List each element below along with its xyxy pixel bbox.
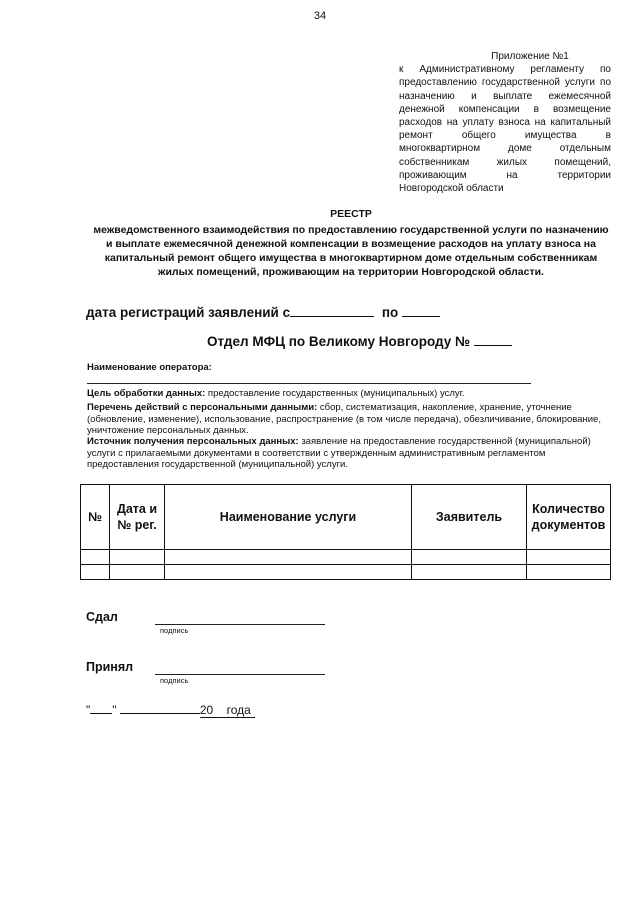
header-service-name: Наименование услуги <box>165 485 412 550</box>
date-footer <box>86 701 255 718</box>
table-cell[interactable] <box>81 550 110 565</box>
handed-over-label: Сдал <box>86 610 118 624</box>
document-title <box>90 207 612 279</box>
registration-date-line <box>86 304 440 320</box>
close-quote: " <box>112 703 117 717</box>
date-line-prefix: дата регистраций заявлений с <box>86 305 291 320</box>
header-applicant: Заявитель <box>412 485 527 550</box>
table-cell[interactable] <box>110 550 165 565</box>
table-row <box>81 550 611 565</box>
department-line <box>207 333 512 349</box>
appendix-title: Приложение №1 <box>491 51 569 62</box>
day-field[interactable] <box>90 701 112 714</box>
table-header-row <box>81 485 611 550</box>
department-text: Отдел МФЦ по Великому Новгороду № <box>207 334 471 349</box>
handed-over-caption: подпись <box>160 626 189 635</box>
date-to-field[interactable] <box>402 304 440 317</box>
operator-name-field[interactable] <box>87 383 531 384</box>
source-label: Источник получения персональных данных: <box>87 436 299 447</box>
year-field[interactable] <box>200 703 255 718</box>
appendix-body <box>399 63 611 195</box>
page-number: 34 <box>313 10 327 22</box>
month-field[interactable] <box>120 701 200 714</box>
actions-label: Перечень действий с персональными данными: <box>87 402 318 413</box>
registry-heading: РЕЕСТР <box>330 208 372 220</box>
table-cell[interactable] <box>165 565 412 580</box>
source-paragraph <box>87 436 613 471</box>
registry-subtitle: межведомственного взаимодействия по предоставлению государственной услуги по назначению и выплате ежемесячной денежной компенсации в возмещение расходов на уплату взноса на капитальный ремонт общего имущества в многоквартирном доме отдельным собственникам жилых помещений, проживающим на территории Новгородской области. <box>93 224 609 278</box>
table-cell[interactable] <box>165 550 412 565</box>
actions-paragraph <box>87 402 613 437</box>
table-row <box>81 565 611 580</box>
purpose-label: Цель обработки данных: <box>87 388 206 399</box>
header-date-reg: Дата и № рег. <box>110 485 165 550</box>
table-cell[interactable] <box>412 550 527 565</box>
header-number: № <box>81 485 110 550</box>
appendix-body-text: к Административному регламенту по предоставлению государственной услуги по назначению и выплате ежемесячной денежной компенсации в возмещение расходов на уплату взноса на капитальный ремонт общего имущества в многоквартирном доме отдельным собственникам жилых помещений, проживающим на территории <box>399 64 611 181</box>
appendix-body-last: Новгородской области <box>399 183 504 195</box>
date-line-middle: по <box>381 305 399 320</box>
open-quote: " <box>86 703 91 717</box>
received-caption: подпись <box>160 676 189 685</box>
purpose-paragraph <box>87 388 613 400</box>
purpose-text: предоставление государственных (муниципальных) услуг. <box>205 388 465 399</box>
table-cell[interactable] <box>527 565 611 580</box>
source-text: заявление на предоставление государственной (муниципальной) услуги с прилагаемыми документами в соответствии с утвержденным административным регламентом предоставления государственной (муниципальной) услуги. <box>87 436 591 470</box>
table-cell[interactable] <box>527 550 611 565</box>
header-document-count: Количество документов <box>527 485 611 550</box>
department-number-field[interactable] <box>474 333 512 346</box>
operator-label: Наименование оператора: <box>87 362 212 373</box>
table-cell[interactable] <box>110 565 165 580</box>
table-cell[interactable] <box>412 565 527 580</box>
handed-over-signature-field[interactable] <box>155 624 325 625</box>
year-suffix: года <box>226 703 251 717</box>
actions-text: сбор, систематизация, накопление, хранение, уточнение (обновление, изменение), использование, распространение (в том числе передача), обезличивание, блокирование, уничтожение персональных данных. <box>87 402 601 436</box>
date-from-field[interactable] <box>290 304 374 317</box>
table-cell[interactable] <box>81 565 110 580</box>
received-signature-field[interactable] <box>155 674 325 675</box>
appendix-note <box>399 50 611 195</box>
year-prefix: 20 <box>199 703 214 717</box>
received-label: Принял <box>86 660 134 674</box>
registry-table <box>80 484 611 580</box>
